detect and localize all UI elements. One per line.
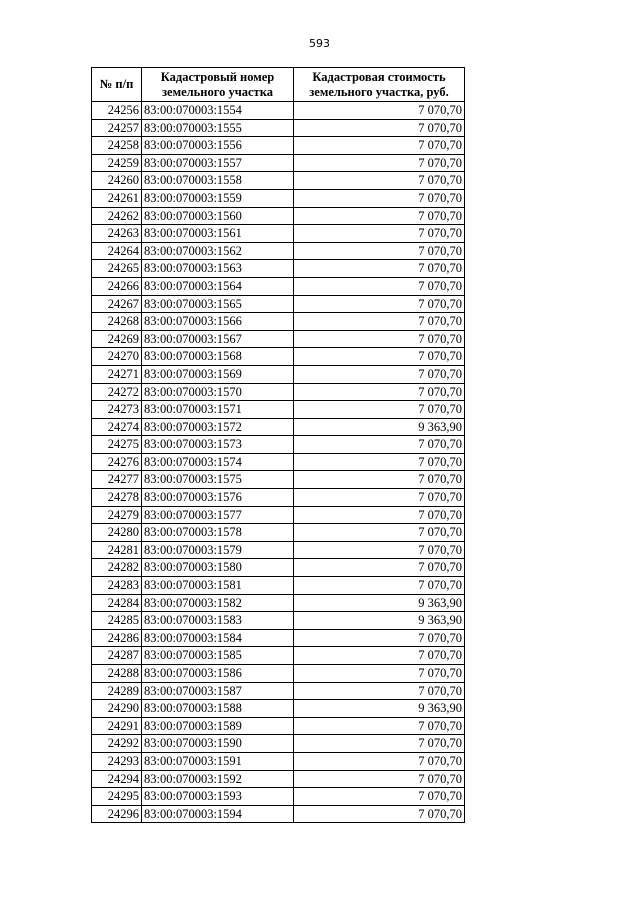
- row-number-cell: 24287: [92, 647, 142, 665]
- table-row: [92, 260, 465, 278]
- cadastral-value-cell: 7 070,70: [294, 137, 465, 155]
- cadastral-value-cell: 7 070,70: [294, 102, 465, 120]
- cadastral-number-cell: 83:00:070003:1585: [142, 647, 294, 665]
- row-number-cell: 24282: [92, 559, 142, 577]
- table-row: [92, 401, 465, 419]
- table-row: [92, 665, 465, 683]
- row-number-cell: 24268: [92, 313, 142, 331]
- row-number-cell: 24293: [92, 752, 142, 770]
- cadastral-number-cell: 83:00:070003:1579: [142, 541, 294, 559]
- row-number-cell: 24294: [92, 770, 142, 788]
- cadastral-value-cell: 7 070,70: [294, 541, 465, 559]
- cadastral-value-cell: 9 363,90: [294, 594, 465, 612]
- row-number-cell: 24262: [92, 207, 142, 225]
- table-row: [92, 717, 465, 735]
- row-number-cell: 24263: [92, 225, 142, 243]
- row-number-cell: 24281: [92, 541, 142, 559]
- cadastral-number-cell: 83:00:070003:1557: [142, 154, 294, 172]
- cadastral-value-cell: 7 070,70: [294, 154, 465, 172]
- cadastral-value-cell: 7 070,70: [294, 805, 465, 823]
- cadastral-number-cell: 83:00:070003:1581: [142, 577, 294, 595]
- cadastral-number-cell: 83:00:070003:1573: [142, 436, 294, 454]
- cadastral-number-cell: 83:00:070003:1592: [142, 770, 294, 788]
- cadastral-value-cell: 7 070,70: [294, 524, 465, 542]
- row-number-cell: 24283: [92, 577, 142, 595]
- table-row: [92, 225, 465, 243]
- row-number-cell: 24292: [92, 735, 142, 753]
- table-row: [92, 313, 465, 331]
- cadastral-number-cell: 83:00:070003:1590: [142, 735, 294, 753]
- table-row: [92, 348, 465, 366]
- table-row: [92, 330, 465, 348]
- cadastral-value-cell: 7 070,70: [294, 770, 465, 788]
- row-number-cell: 24271: [92, 365, 142, 383]
- cadastral-number-cell: 83:00:070003:1587: [142, 682, 294, 700]
- cadastral-number-cell: 83:00:070003:1555: [142, 119, 294, 137]
- cadastral-value-cell: 7 070,70: [294, 752, 465, 770]
- row-number-cell: 24291: [92, 717, 142, 735]
- cadastral-number-cell: 83:00:070003:1588: [142, 700, 294, 718]
- table-row: [92, 700, 465, 718]
- table-row: [92, 418, 465, 436]
- cadastral-number-cell: 83:00:070003:1556: [142, 137, 294, 155]
- cadastral-value-cell: 7 070,70: [294, 489, 465, 507]
- row-number-cell: 24290: [92, 700, 142, 718]
- header-row-number: № п/п: [92, 68, 142, 102]
- cadastral-value-cell: 7 070,70: [294, 330, 465, 348]
- row-number-cell: 24272: [92, 383, 142, 401]
- table-row: [92, 137, 465, 155]
- cadastral-value-cell: 7 070,70: [294, 436, 465, 454]
- cadastral-value-cell: 7 070,70: [294, 788, 465, 806]
- cadastral-number-cell: 83:00:070003:1563: [142, 260, 294, 278]
- row-number-cell: 24295: [92, 788, 142, 806]
- cadastral-number-cell: 83:00:070003:1580: [142, 559, 294, 577]
- cadastral-number-cell: 83:00:070003:1594: [142, 805, 294, 823]
- cadastral-number-cell: 83:00:070003:1569: [142, 365, 294, 383]
- cadastral-number-cell: 83:00:070003:1577: [142, 506, 294, 524]
- cadastral-number-cell: 83:00:070003:1589: [142, 717, 294, 735]
- header-cadastral-value: Кадастровая стоимость земельного участка, руб.: [294, 68, 465, 102]
- cadastral-value-cell: 9 363,90: [294, 418, 465, 436]
- cadastral-number-cell: 83:00:070003:1561: [142, 225, 294, 243]
- table-row: [92, 119, 465, 137]
- cadastral-value-cell: 7 070,70: [294, 471, 465, 489]
- row-number-cell: 24266: [92, 277, 142, 295]
- cadastral-value-cell: 7 070,70: [294, 577, 465, 595]
- row-number-cell: 24278: [92, 489, 142, 507]
- cadastral-number-cell: 83:00:070003:1591: [142, 752, 294, 770]
- cadastral-number-cell: 83:00:070003:1558: [142, 172, 294, 190]
- cadastral-value-cell: 7 070,70: [294, 365, 465, 383]
- table-row: [92, 559, 465, 577]
- table-row: [92, 752, 465, 770]
- cadastral-value-cell: 7 070,70: [294, 348, 465, 366]
- cadastral-value-cell: 7 070,70: [294, 717, 465, 735]
- cadastral-value-cell: 7 070,70: [294, 207, 465, 225]
- table-row: [92, 365, 465, 383]
- cadastral-value-cell: 9 363,90: [294, 612, 465, 630]
- cadastral-value-cell: 7 070,70: [294, 295, 465, 313]
- cadastral-value-cell: 7 070,70: [294, 313, 465, 331]
- cadastral-value-cell: 7 070,70: [294, 189, 465, 207]
- cadastral-number-cell: 83:00:070003:1576: [142, 489, 294, 507]
- table-row: [92, 770, 465, 788]
- table-row: [92, 735, 465, 753]
- table-row: [92, 277, 465, 295]
- cadastral-number-cell: 83:00:070003:1570: [142, 383, 294, 401]
- table-row: [92, 207, 465, 225]
- table-row: [92, 471, 465, 489]
- cadastral-number-cell: 83:00:070003:1559: [142, 189, 294, 207]
- cadastral-number-cell: 83:00:070003:1564: [142, 277, 294, 295]
- cadastral-value-cell: 7 070,70: [294, 260, 465, 278]
- cadastral-number-cell: 83:00:070003:1572: [142, 418, 294, 436]
- row-number-cell: 24269: [92, 330, 142, 348]
- table-row: [92, 453, 465, 471]
- cadastral-number-cell: 83:00:070003:1583: [142, 612, 294, 630]
- cadastral-number-cell: 83:00:070003:1554: [142, 102, 294, 120]
- cadastral-value-cell: 7 070,70: [294, 401, 465, 419]
- cadastral-number-cell: 83:00:070003:1566: [142, 313, 294, 331]
- cadastral-number-cell: 83:00:070003:1575: [142, 471, 294, 489]
- table-row: [92, 295, 465, 313]
- row-number-cell: 24259: [92, 154, 142, 172]
- row-number-cell: 24285: [92, 612, 142, 630]
- cadastral-number-cell: 83:00:070003:1571: [142, 401, 294, 419]
- row-number-cell: 24265: [92, 260, 142, 278]
- table-row: [92, 594, 465, 612]
- cadastral-number-cell: 83:00:070003:1562: [142, 242, 294, 260]
- row-number-cell: 24261: [92, 189, 142, 207]
- table-row: [92, 524, 465, 542]
- cadastral-number-cell: 83:00:070003:1593: [142, 788, 294, 806]
- row-number-cell: 24276: [92, 453, 142, 471]
- cadastral-value-cell: 7 070,70: [294, 647, 465, 665]
- row-number-cell: 24274: [92, 418, 142, 436]
- table-body: [92, 102, 465, 823]
- row-number-cell: 24280: [92, 524, 142, 542]
- row-number-cell: 24260: [92, 172, 142, 190]
- row-number-cell: 24264: [92, 242, 142, 260]
- table-row: [92, 489, 465, 507]
- row-number-cell: 24258: [92, 137, 142, 155]
- cadastral-number-cell: 83:00:070003:1574: [142, 453, 294, 471]
- cadastral-value-cell: 7 070,70: [294, 506, 465, 524]
- row-number-cell: 24296: [92, 805, 142, 823]
- cadastral-number-cell: 83:00:070003:1584: [142, 629, 294, 647]
- table-row: [92, 788, 465, 806]
- row-number-cell: 24267: [92, 295, 142, 313]
- row-number-cell: 24288: [92, 665, 142, 683]
- cadastral-value-cell: 7 070,70: [294, 453, 465, 471]
- cadastral-value-cell: 7 070,70: [294, 559, 465, 577]
- table-row: [92, 242, 465, 260]
- cadastre-table: [91, 67, 465, 823]
- row-number-cell: 24275: [92, 436, 142, 454]
- table-row: [92, 612, 465, 630]
- cadastral-value-cell: 7 070,70: [294, 225, 465, 243]
- table-row: [92, 102, 465, 120]
- row-number-cell: 24277: [92, 471, 142, 489]
- cadastral-value-cell: 7 070,70: [294, 277, 465, 295]
- cadastral-value-cell: 7 070,70: [294, 629, 465, 647]
- table-row: [92, 629, 465, 647]
- table-row: [92, 189, 465, 207]
- cadastral-value-cell: 7 070,70: [294, 735, 465, 753]
- cadastral-number-cell: 83:00:070003:1582: [142, 594, 294, 612]
- header-cadastral-number: Кадастровый номер земельного участка: [142, 68, 294, 102]
- row-number-cell: 24286: [92, 629, 142, 647]
- table-row: [92, 172, 465, 190]
- table-row: [92, 805, 465, 823]
- cadastral-value-cell: 7 070,70: [294, 172, 465, 190]
- cadastral-value-cell: 9 363,90: [294, 700, 465, 718]
- page-number: 593: [309, 37, 330, 50]
- table-row: [92, 154, 465, 172]
- cadastral-value-cell: 7 070,70: [294, 665, 465, 683]
- table-row: [92, 436, 465, 454]
- cadastral-number-cell: 83:00:070003:1568: [142, 348, 294, 366]
- table-row: [92, 647, 465, 665]
- row-number-cell: 24279: [92, 506, 142, 524]
- cadastral-value-cell: 7 070,70: [294, 383, 465, 401]
- cadastral-value-cell: 7 070,70: [294, 682, 465, 700]
- cadastral-value-cell: 7 070,70: [294, 119, 465, 137]
- table-row: [92, 682, 465, 700]
- row-number-cell: 24289: [92, 682, 142, 700]
- row-number-cell: 24257: [92, 119, 142, 137]
- row-number-cell: 24273: [92, 401, 142, 419]
- table-row: [92, 506, 465, 524]
- cadastral-value-cell: 7 070,70: [294, 242, 465, 260]
- cadastral-number-cell: 83:00:070003:1586: [142, 665, 294, 683]
- row-number-cell: 24270: [92, 348, 142, 366]
- cadastral-number-cell: 83:00:070003:1560: [142, 207, 294, 225]
- table-header-row: [92, 68, 465, 102]
- table-row: [92, 383, 465, 401]
- table-row: [92, 577, 465, 595]
- table-row: [92, 541, 465, 559]
- cadastral-number-cell: 83:00:070003:1578: [142, 524, 294, 542]
- cadastral-number-cell: 83:00:070003:1565: [142, 295, 294, 313]
- row-number-cell: 24256: [92, 102, 142, 120]
- cadastral-number-cell: 83:00:070003:1567: [142, 330, 294, 348]
- row-number-cell: 24284: [92, 594, 142, 612]
